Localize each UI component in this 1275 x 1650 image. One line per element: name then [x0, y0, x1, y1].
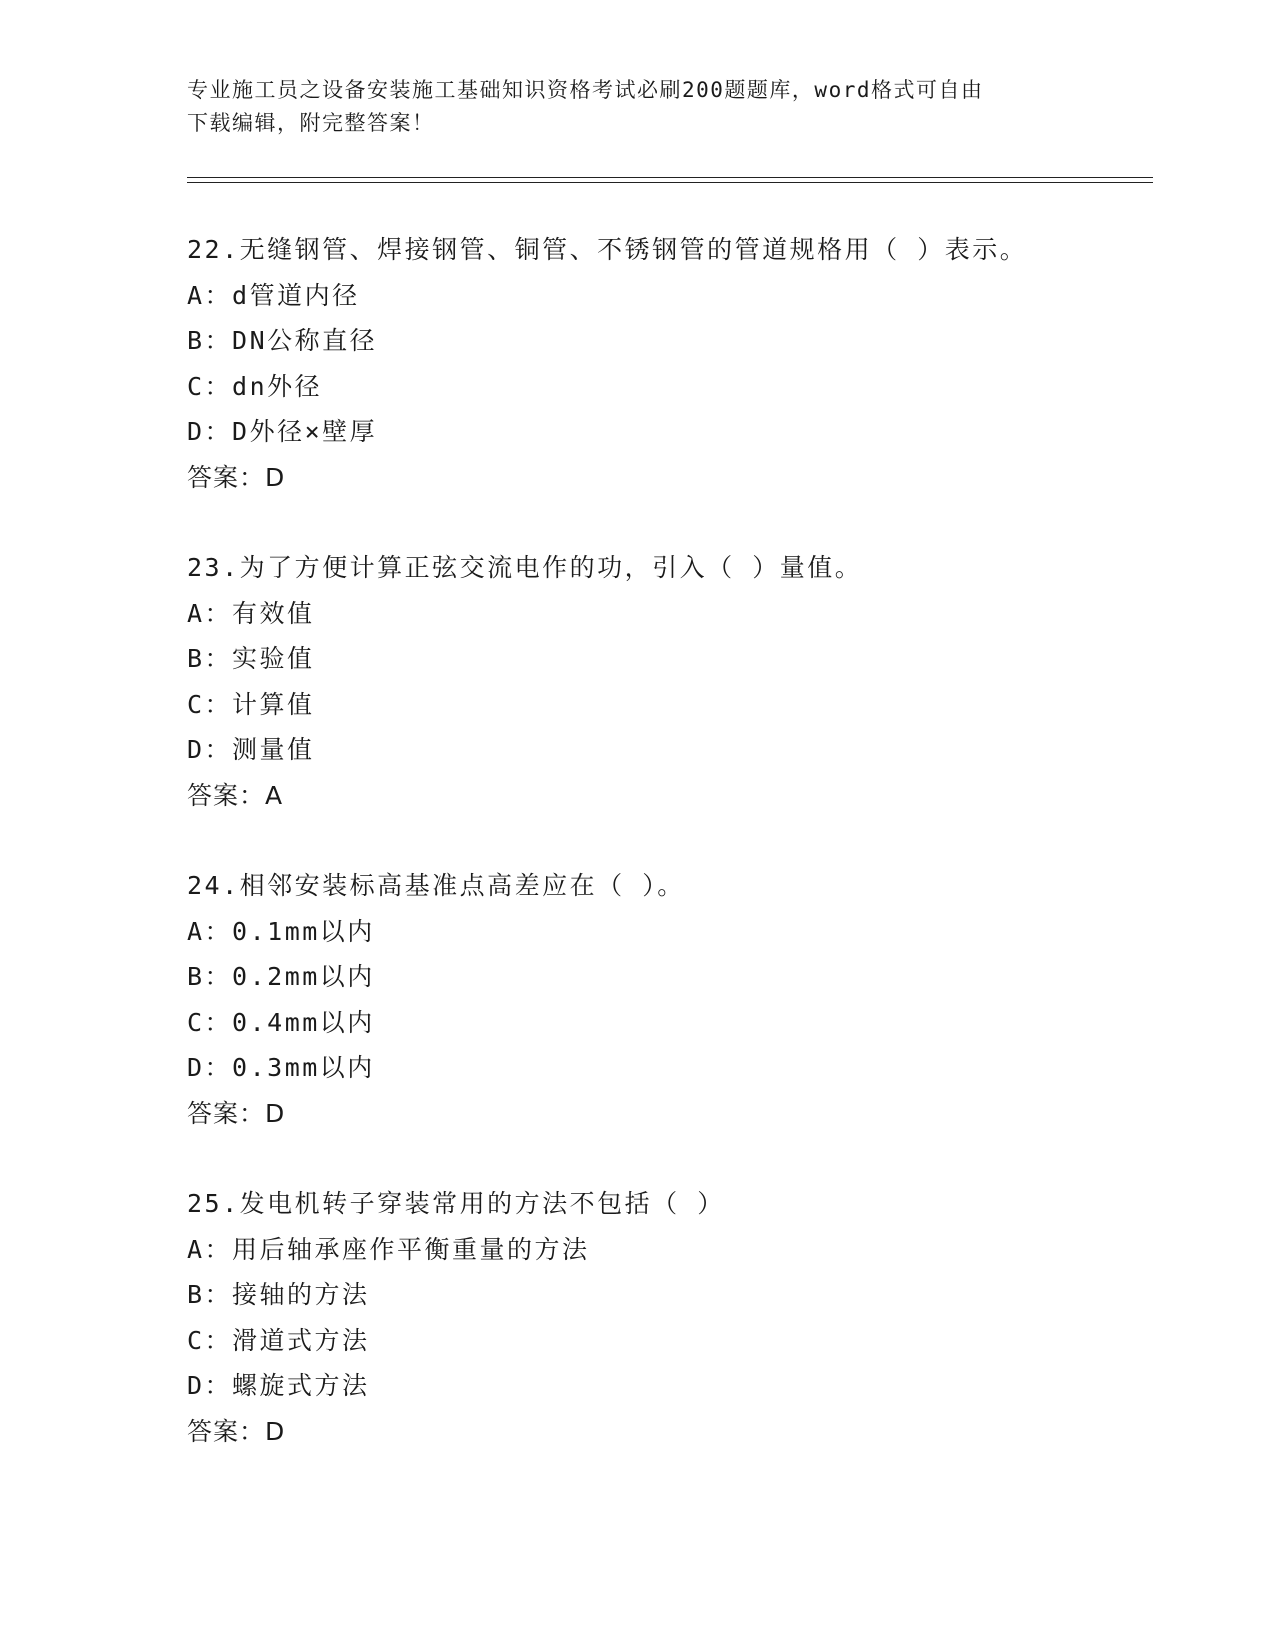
option-b: B：实验值	[187, 644, 315, 673]
option-b: B：0.2mm以内	[187, 962, 375, 991]
header-divider-top	[187, 177, 1153, 178]
question-23	[187, 545, 1147, 818]
option-c: C：0.4mm以内	[187, 1007, 375, 1037]
header-line-2: 下载编辑，附完整答案！	[187, 111, 435, 135]
option-a: A：d管道内径	[187, 280, 360, 310]
option-a: A：用后轴承座作平衡重量的方法	[187, 1234, 590, 1264]
answer-line: 答案：A	[187, 780, 284, 810]
option-c: C：计算值	[187, 689, 315, 719]
document-header	[187, 74, 1087, 140]
option-c: C：dn外径	[187, 371, 323, 401]
option-c: C：滑道式方法	[187, 1325, 370, 1355]
option-d: D：0.3mm以内	[187, 1053, 375, 1082]
option-a: A：有效值	[187, 598, 315, 628]
answer-line: 答案：D	[187, 462, 286, 492]
question-24	[187, 863, 1147, 1136]
option-d: D：螺旋式方法	[187, 1371, 370, 1400]
option-b: B：接轴的方法	[187, 1280, 370, 1309]
option-d: D：测量值	[187, 735, 315, 764]
question-stem: 22.无缝钢管、焊接钢管、铜管、不锈钢管的管道规格用（ ）表示。	[187, 235, 1028, 264]
question-stem: 23.为了方便计算正弦交流电作的功，引入（ ）量值。	[187, 553, 863, 582]
header-line-1: 专业施工员之设备安装施工基础知识资格考试必刷200题题库，word格式可自由	[187, 78, 984, 102]
option-d: D：D外径×壁厚	[187, 417, 378, 446]
question-stem: 25.发电机转子穿装常用的方法不包括（ ）	[187, 1189, 725, 1218]
question-stem: 24.相邻安装标高基准点高差应在（ ）。	[187, 871, 685, 900]
option-b: B：DN公称直径	[187, 326, 378, 355]
question-25	[187, 1181, 1147, 1454]
option-a: A：0.1mm以内	[187, 916, 375, 946]
answer-line: 答案：D	[187, 1098, 286, 1128]
header-divider-bottom	[187, 182, 1153, 183]
answer-line: 答案：D	[187, 1416, 286, 1446]
question-22	[187, 227, 1147, 500]
